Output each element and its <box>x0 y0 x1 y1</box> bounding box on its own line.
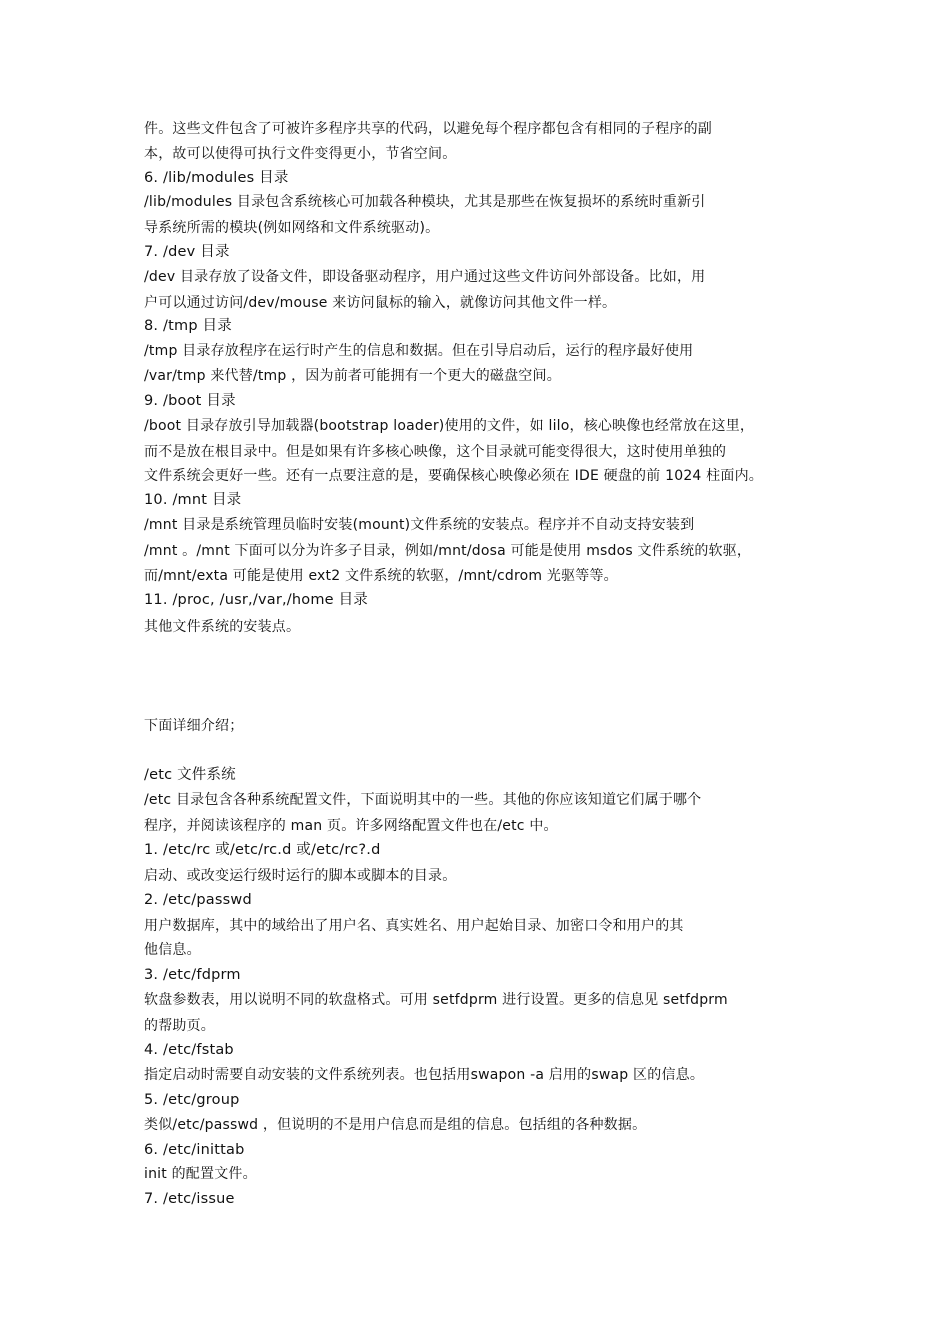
text-line: /boot 目录存放引导加载器(bootstrap loader)使用的文件，如 lilo，核心映像也经常放在这里， <box>144 418 755 434</box>
section-heading: 4. /etc/fstab <box>144 1042 234 1058</box>
text-line: 而/mnt/exta 可能是使用 ext2 文件系统的软驱，/mnt/cdrom 光驱等等。 <box>144 568 618 584</box>
section-heading: 9. /boot 目录 <box>144 393 236 409</box>
text-line: /mnt 目录是系统管理员临时安装(mount)文件系统的安装点。程序并不自动支持安装到 <box>144 517 695 533</box>
section-heading: 8. /tmp 目录 <box>144 318 232 334</box>
section-heading: /etc 文件系统 <box>144 767 236 783</box>
section-heading: 7. /dev 目录 <box>144 244 230 260</box>
section-heading: 2. /etc/passwd <box>144 892 252 908</box>
text-line: /etc 目录包含各种系统配置文件，下面说明其中的一些。其他的你应该知道它们属于哪个 <box>144 792 702 808</box>
text-line: 户可以通过访问/dev/mouse 来访问鼠标的输入，就像访问其他文件一样。 <box>144 295 617 311</box>
text-line: 类似/etc/passwd ，但说明的不是用户信息而是组的信息。包括组的各种数据。 <box>144 1117 647 1133</box>
text-line: 导系统所需的模块(例如网络和文件系统驱动)。 <box>144 220 440 236</box>
section-heading: 6. /lib/modules 目录 <box>144 170 289 186</box>
text-line: 下面详细介绍； <box>144 718 244 734</box>
text-line: 软盘参数表，用以说明不同的软盘格式。可用 setfdprm 进行设置。更多的信息见 setfdprm <box>144 992 728 1008</box>
text-line: /lib/modules 目录包含系统核心可加载各种模块，尤其是那些在恢复损坏的系统时重新引 <box>144 194 706 210</box>
section-heading: 11. /proc, /usr,/var,/home 目录 <box>144 592 368 608</box>
text-line: 本，故可以使得可执行文件变得更小，节省空间。 <box>144 146 457 162</box>
section-heading: 3. /etc/fdprm <box>144 967 241 983</box>
text-line: 文件系统会更好一些。还有一点要注意的是，要确保核心映像必须在 IDE 硬盘的前 1024 柱面内。 <box>144 468 763 484</box>
text-line: 指定启动时需要自动安装的文件系统列表。也包括用swapon -a 启用的swap 区的信息。 <box>144 1067 705 1083</box>
section-heading: 7. /etc/issue <box>144 1191 235 1207</box>
text-line: init 的配置文件。 <box>144 1166 257 1182</box>
section-heading: 1. /etc/rc 或/etc/rc.d 或/etc/rc?.d <box>144 842 381 858</box>
text-line: 启动、或改变运行级时运行的脚本或脚本的目录。 <box>144 868 457 884</box>
section-heading: 10. /mnt 目录 <box>144 492 242 508</box>
text-line: 用户数据库，其中的域给出了用户名、真实姓名、用户起始目录、加密口令和用户的其 <box>144 918 684 934</box>
text-line: 程序，并阅读该程序的 man 页。许多网络配置文件也在/etc 中。 <box>144 818 558 834</box>
section-heading: 5. /etc/group <box>144 1092 240 1108</box>
text-line: 件。这些文件包含了可被许多程序共享的代码，以避免每个程序都包含有相同的子程序的副 <box>144 121 712 137</box>
text-line: 其他文件系统的安装点。 <box>144 619 301 635</box>
text-line: /var/tmp 来代替/tmp ，因为前者可能拥有一个更大的磁盘空间。 <box>144 368 561 384</box>
section-heading: 6. /etc/inittab <box>144 1142 245 1158</box>
text-line: /mnt 。/mnt 下面可以分为许多子目录，例如/mnt/dosa 可能是使用 msdos 文件系统的软驱， <box>144 543 752 559</box>
text-line: /dev 目录存放了设备文件，即设备驱动程序，用户通过这些文件访问外部设备。比如，用 <box>144 269 706 285</box>
text-line: 而不是放在根目录中。但是如果有许多核心映像，这个目录就可能变得很大，这时使用单独的 <box>144 444 727 460</box>
text-line: 他信息。 <box>144 942 201 958</box>
text-line: /tmp 目录存放程序在运行时产生的信息和数据。但在引导启动后，运行的程序最好使用 <box>144 343 694 359</box>
text-line: 的帮助页。 <box>144 1018 215 1034</box>
